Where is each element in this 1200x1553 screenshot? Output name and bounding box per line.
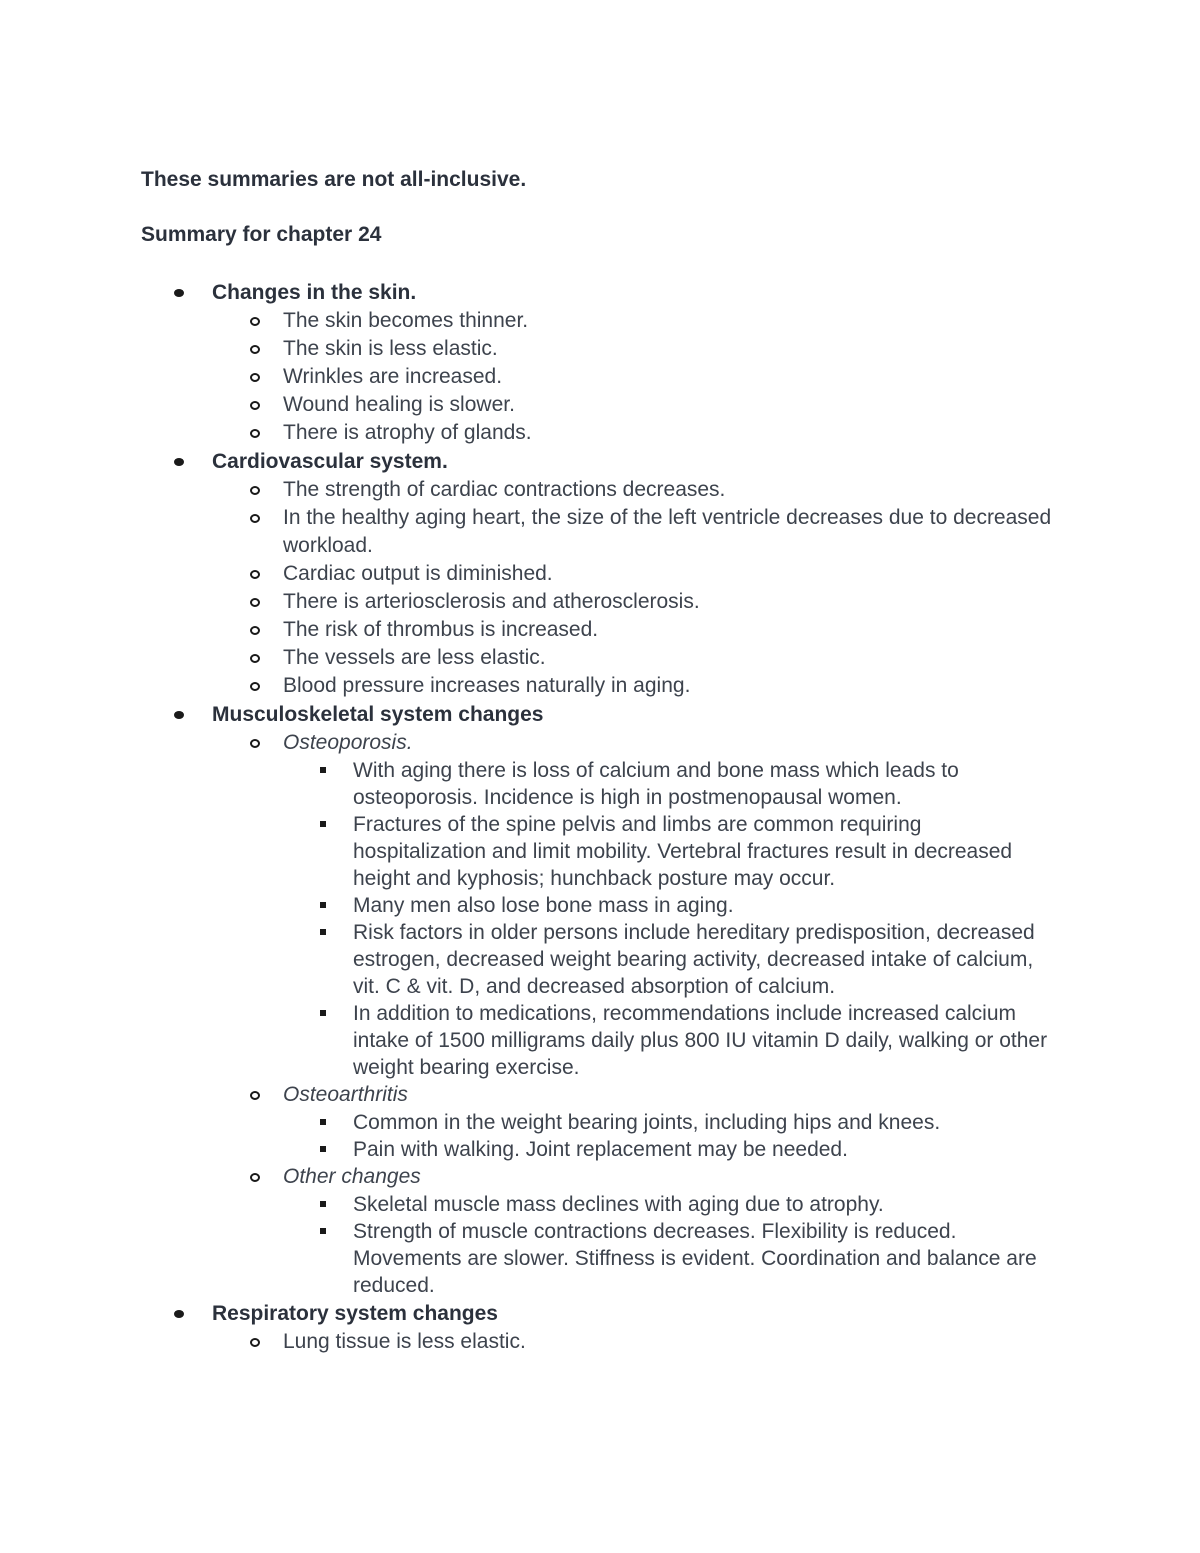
bullet-circle-icon — [250, 682, 260, 691]
subpoint-item — [353, 892, 1053, 919]
section-points — [0, 307, 1200, 447]
bullet-circle-icon — [250, 373, 260, 382]
bullet-square-icon — [320, 767, 326, 773]
bullet-circle-icon — [250, 514, 260, 523]
subpoint-item — [353, 1218, 1053, 1299]
bullet-circle-icon — [250, 654, 260, 663]
bullet-square-icon — [320, 1201, 326, 1207]
bullet-disc-icon — [174, 458, 184, 466]
point-text: Other changes — [283, 1165, 421, 1188]
point-item — [283, 307, 1053, 335]
bullet-square-icon — [320, 1146, 326, 1152]
point-item — [283, 1081, 1053, 1163]
section-title-text: Changes in the skin. — [212, 281, 417, 304]
subpoint-item — [353, 1136, 1053, 1163]
subpoint-text: Skeletal muscle mass declines with aging due to atrophy. — [353, 1193, 884, 1216]
section-item — [0, 447, 1200, 700]
point-text: Osteoporosis. — [283, 731, 413, 754]
subpoint-item — [353, 811, 1053, 892]
point-text: Osteoarthritis — [283, 1083, 408, 1106]
bullet-circle-icon — [250, 429, 260, 438]
section-title-text: Respiratory system changes — [212, 1302, 498, 1325]
point-text: The vessels are less elastic. — [283, 646, 546, 669]
intro-note: These summaries are not all-inclusive. — [141, 168, 527, 191]
bullet-square-icon — [320, 821, 326, 827]
point-text: The skin is less elastic. — [283, 337, 498, 360]
bullet-disc-icon — [174, 711, 184, 719]
bullet-disc-icon — [174, 289, 184, 297]
section-title-text: Cardiovascular system. — [212, 450, 448, 473]
point-item — [283, 1328, 1053, 1356]
section-item — [0, 278, 1200, 447]
bullet-square-icon — [320, 1010, 326, 1016]
point-text: There is arteriosclerosis and atherosclerosis. — [283, 590, 700, 613]
point-text: The skin becomes thinner. — [283, 309, 529, 332]
point-text: The risk of thrombus is increased. — [283, 618, 599, 641]
subpoint-item — [353, 1000, 1053, 1081]
bullet-circle-icon — [250, 317, 260, 326]
bullet-circle-icon — [250, 598, 260, 607]
bullet-circle-icon — [250, 739, 260, 748]
point-text: Wrinkles are increased. — [283, 365, 503, 388]
bullet-circle-icon — [250, 1338, 260, 1347]
section-points — [0, 476, 1200, 700]
section-title — [212, 1299, 1200, 1328]
subpoint-text: Fractures of the spine pelvis and limbs are common requiring hospitalization and limit mobility. Vertebral fractures result in decreased height and kyphosis; hunchback posture may occur. — [353, 813, 1013, 890]
point-item — [283, 672, 1053, 700]
section-item — [0, 1299, 1200, 1356]
bullet-circle-icon — [250, 401, 260, 410]
point-item — [283, 1163, 1053, 1299]
bullet-circle-icon — [250, 570, 260, 579]
point-item — [283, 335, 1053, 363]
subpoint-list — [283, 1109, 1053, 1163]
point-text: In the healthy aging heart, the size of the left ventricle decreases due to decreased workload. — [283, 506, 1052, 557]
point-text: Wound healing is slower. — [283, 393, 515, 416]
section-title — [212, 278, 1200, 307]
bullet-square-icon — [320, 1119, 326, 1125]
summary-outline — [0, 278, 1200, 1356]
subpoint-text: Common in the weight bearing joints, including hips and knees. — [353, 1111, 941, 1134]
point-text: Blood pressure increases naturally in aging. — [283, 674, 691, 697]
section-item — [0, 700, 1200, 1299]
section-title — [212, 700, 1200, 729]
section-points — [0, 729, 1200, 1299]
subpoint-item — [353, 1109, 1053, 1136]
point-text: There is atrophy of glands. — [283, 421, 532, 444]
bullet-circle-icon — [250, 486, 260, 495]
bullet-circle-icon — [250, 1173, 260, 1182]
point-item — [283, 391, 1053, 419]
bullet-square-icon — [320, 902, 326, 908]
bullet-circle-icon — [250, 1091, 260, 1100]
section-title — [212, 447, 1200, 476]
section-points — [0, 1328, 1200, 1356]
subpoint-text: Pain with walking. Joint replacement may be needed. — [353, 1138, 848, 1161]
point-item — [283, 504, 1053, 560]
subpoint-list — [283, 1191, 1053, 1299]
chapter-title: Summary for chapter 24 — [141, 223, 382, 246]
subpoint-text: Many men also lose bone mass in aging. — [353, 894, 734, 917]
point-item — [283, 363, 1053, 391]
point-text: The strength of cardiac contractions decreases. — [283, 478, 726, 501]
subpoint-item — [353, 757, 1053, 811]
subpoint-text: Risk factors in older persons include hereditary predisposition, decreased estrogen, decreased weight bearing activity, decreased intake of calcium, vit. C & vit. D, and decreased absorption of calcium. — [353, 921, 1035, 998]
point-item — [283, 419, 1053, 447]
point-text: Lung tissue is less elastic. — [283, 1330, 526, 1353]
subpoint-item — [353, 1191, 1053, 1218]
bullet-circle-icon — [250, 345, 260, 354]
point-item — [283, 588, 1053, 616]
subpoint-text: In addition to medications, recommendations include increased calcium intake of 1500 milligrams daily plus 800 IU vitamin D daily, walking or other weight bearing exercise. — [353, 1002, 1048, 1079]
subpoint-text: Strength of muscle contractions decreases. Flexibility is reduced. Movements are slower. Stiffness is evident. Coordination and balance are reduced. — [353, 1220, 1037, 1297]
point-text: Cardiac output is diminished. — [283, 562, 553, 585]
subpoint-text: With aging there is loss of calcium and bone mass which leads to osteoporosis. Incidence is high in postmenopausal women. — [353, 759, 959, 809]
subpoint-list — [283, 757, 1053, 1081]
section-title-text: Musculoskeletal system changes — [212, 703, 544, 726]
bullet-disc-icon — [174, 1310, 184, 1318]
point-item — [283, 616, 1053, 644]
point-item — [283, 560, 1053, 588]
bullet-circle-icon — [250, 626, 260, 635]
point-item — [283, 644, 1053, 672]
point-item — [283, 476, 1053, 504]
subpoint-item — [353, 919, 1053, 1000]
bullet-square-icon — [320, 1228, 326, 1234]
bullet-square-icon — [320, 929, 326, 935]
point-item — [283, 729, 1053, 1081]
